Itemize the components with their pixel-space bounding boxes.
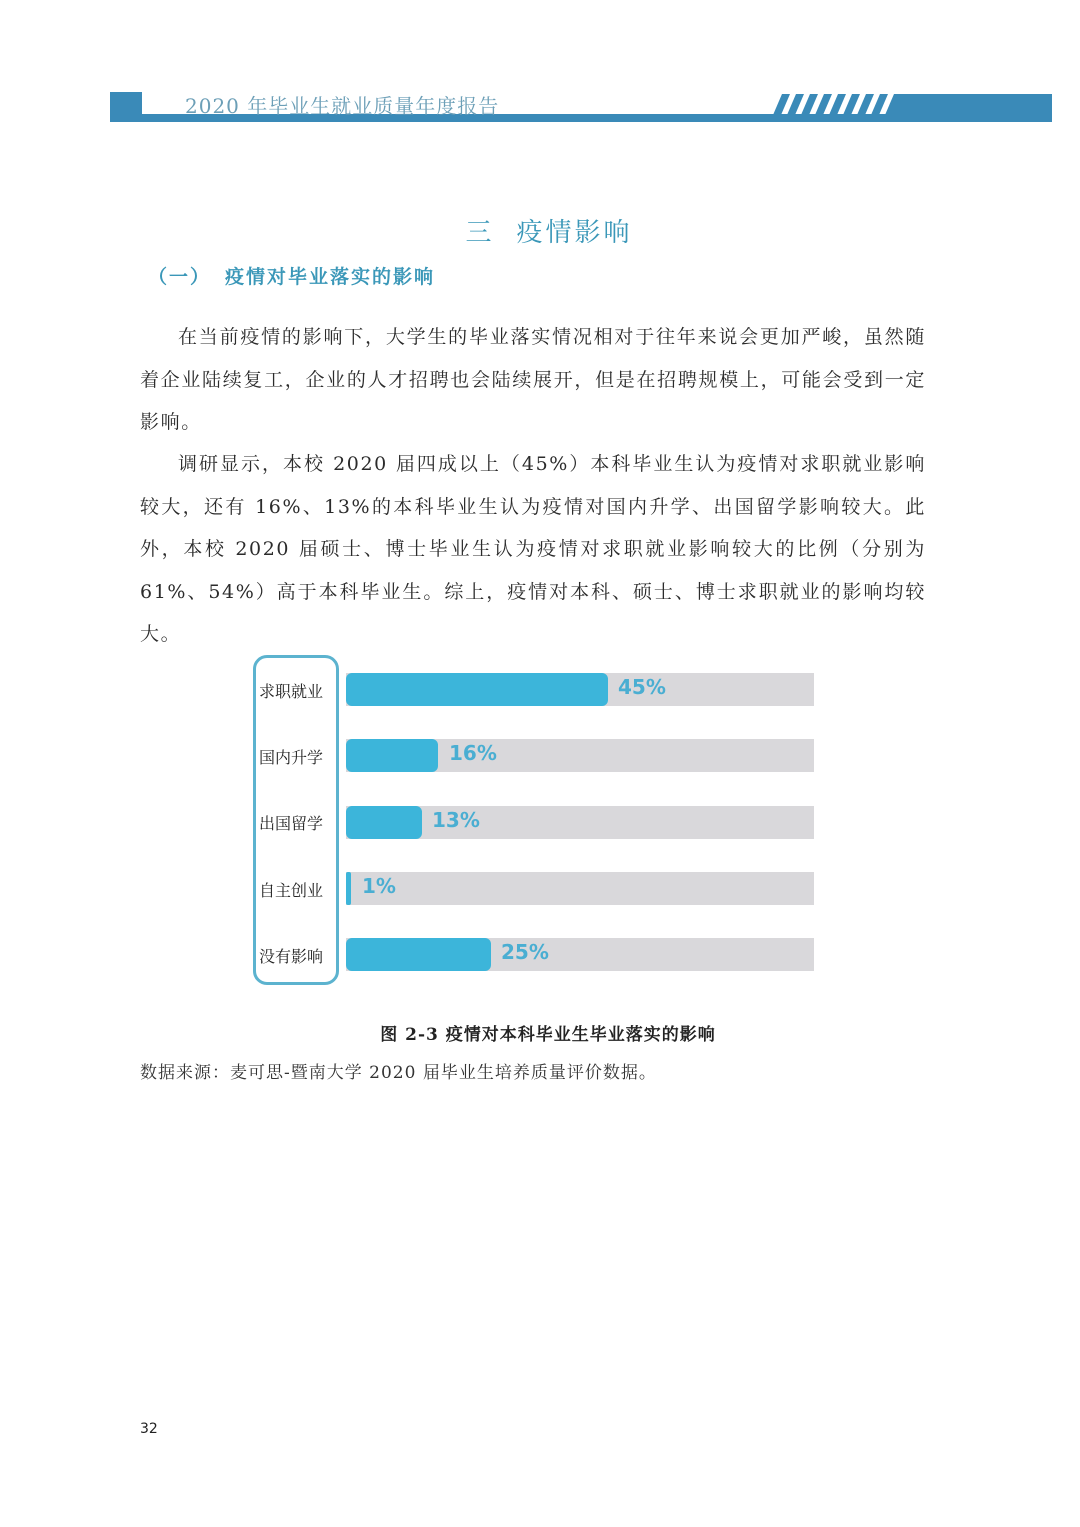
category-label: 自主创业 [259, 881, 324, 900]
category-label: 没有影响 [259, 947, 324, 966]
bar-track [346, 739, 814, 772]
bar-track [346, 673, 814, 706]
section-heading [148, 262, 435, 289]
header-tab-block [110, 92, 142, 122]
paragraph-2: 调研显示，本校 2020 届四成以上（45%）本科毕业生认为疫情对求职就业影响较大，还有 16%、13%的本科毕业生认为疫情对国内升学、出国留学影响较大。此外，本校 2020 届硕士、博士毕业生认为疫情对求职就业影响较大的比例（分别为 61%、54%）高于本科毕业生。综上，疫情对本科、硕士、博士求职就业的影响均较大。 [140, 453, 926, 645]
bar-value: 16% [449, 741, 497, 765]
bar-track [346, 872, 814, 905]
bar-value: 25% [501, 940, 549, 964]
paragraph-1: 在当前疫情的影响下，大学生的毕业落实情况相对于往年来说会更加严峻，虽然随着企业陆续复工，企业的人才招聘也会陆续展开，但是在招聘规模上，可能会受到一定影响。 [140, 326, 926, 433]
bar-fill [346, 872, 351, 905]
page-header [110, 90, 1052, 124]
bar-fill [346, 938, 491, 971]
header-stripes-decoration [770, 92, 1052, 122]
category-label: 求职就业 [259, 682, 324, 701]
header-title: 2020 年毕业生就业质量年度报告 [185, 94, 500, 118]
bar-value: 45% [618, 675, 666, 699]
bar-value: 1% [362, 874, 396, 898]
page-number: 32 [140, 1421, 158, 1437]
bar-track [346, 806, 814, 839]
figure-caption: 图 2-3 疫情对本科毕业生毕业落实的影响 [380, 1025, 716, 1045]
chapter-title-text: 疫情影响 [516, 218, 633, 248]
bar-track [346, 938, 814, 971]
data-source-note: 数据来源：麦可思-暨南大学 2020 届毕业生培养质量评价数据。 [140, 1063, 657, 1083]
impact-bar-chart [253, 655, 823, 990]
bar-fill [346, 739, 438, 772]
chapter-title [0, 212, 1080, 249]
bar-value: 13% [432, 808, 480, 832]
chapter-number: 三 [465, 218, 495, 248]
category-label: 国内升学 [259, 748, 324, 767]
bar-fill [346, 673, 608, 706]
category-label: 出国留学 [259, 814, 324, 833]
section-title: 疫情对毕业落实的影响 [225, 266, 436, 288]
bar-fill [346, 806, 422, 839]
section-number: （一） [148, 266, 212, 288]
